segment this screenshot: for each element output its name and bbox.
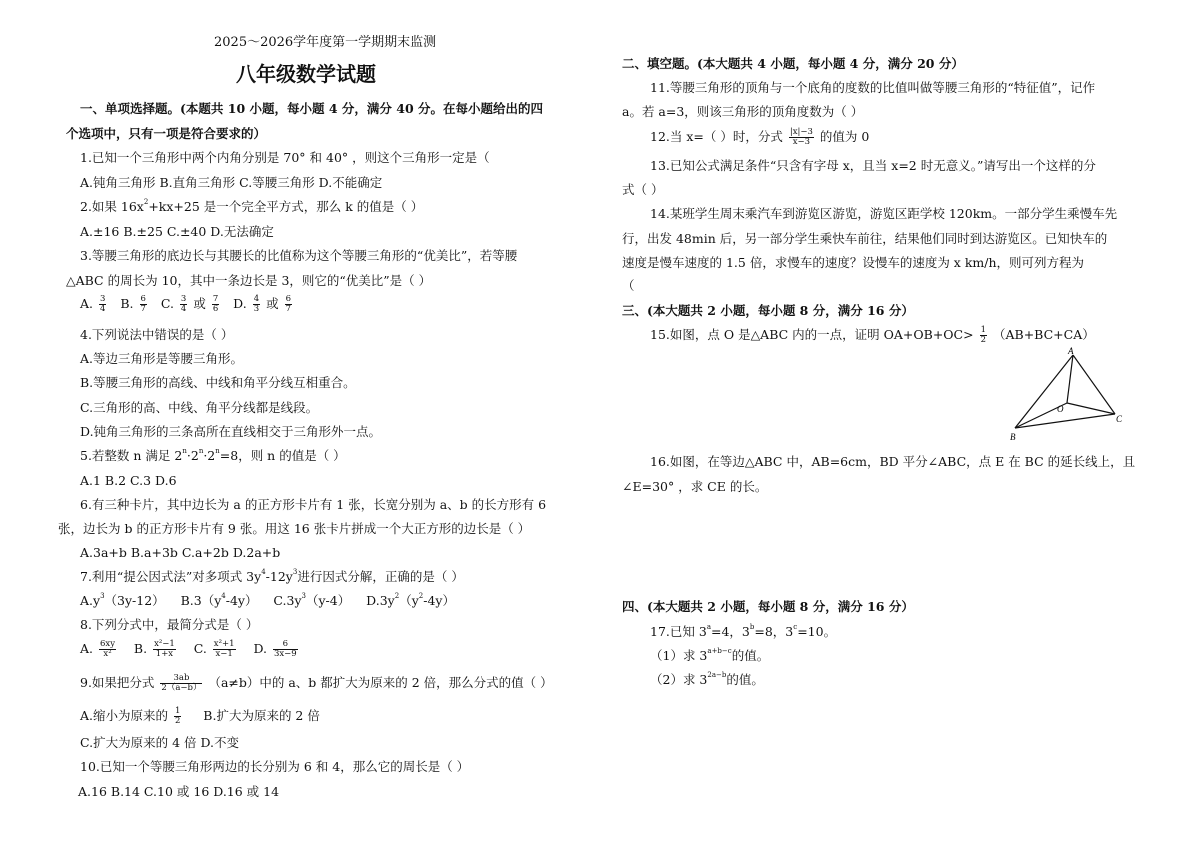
q15-fraction: $\frac{1}{2}$ <box>980 325 986 345</box>
q7-opt-b: B.3（y <box>180 593 222 608</box>
q8-opt-b-label: B. <box>133 640 148 656</box>
question-13-cont: 式（ ） <box>622 182 664 197</box>
q12-fraction: $\frac{|x|-3}{x-3}$ <box>789 127 813 147</box>
q3-opt-c-fraction-2: $\frac{7}{6}$ <box>212 294 219 314</box>
question-3-cont: △ABC 的周长为 10，其中一条边长是 3，则它的“优美比”是（ ） <box>66 273 432 288</box>
q17-1-exp: a+b−c <box>707 647 732 655</box>
q3-opt-d-label: D. <box>233 295 247 311</box>
question-5 <box>80 447 346 463</box>
q7-opt-a-rest: （3y-12） <box>104 593 165 608</box>
q17-2-text-a: （2）求 3 <box>650 672 708 687</box>
question-4: 4.下列说法中错误的是（ ） <box>80 327 234 342</box>
q17-exp-3: c <box>793 623 798 631</box>
question-1: 1.已知一个三角形中两个内角分别是 70° 和 40° ，则这个三角形一定是（ <box>80 150 490 165</box>
q5-text-d: =8，则 n 的值是（ ） <box>219 448 346 463</box>
q3-opt-c-label: C. <box>160 295 174 311</box>
label-c: C <box>1116 414 1123 424</box>
question-14-cont-2: 速度是慢车速度的 1.5 倍，求慢车的速度？设慢车的速度为 x km/h，则可列方程为 <box>622 255 1085 270</box>
question-1-options: A.钝角三角形 B.直角三角形 C.等腰三角形 D.不能确定 <box>80 175 383 190</box>
q7-opt-d: D.3y <box>366 593 395 608</box>
q12-text-a: 12.当 x=（ ）时，分式 <box>650 128 783 144</box>
q2-text-a: 2.如果 16x <box>80 199 144 214</box>
q3-opt-d-fraction-2: $\frac{6}{7}$ <box>285 294 292 314</box>
edge-ab <box>1015 355 1073 428</box>
q7-opt-b-exp: 4 <box>221 592 226 600</box>
q17-2-text-b: 的值。 <box>726 672 764 687</box>
q17-text-c: =8，3 <box>754 624 794 639</box>
q3-opt-d-or: 或 <box>266 295 279 311</box>
q7-exp-1: 4 <box>261 568 266 576</box>
question-16-cont: ∠E=30° ，求 CE 的长。 <box>622 479 768 494</box>
question-2-options: A.±16 B.±25 C.±40 D.无法确定 <box>80 224 274 239</box>
question-10: 10.已知一个等腰三角形两边的长分别为 6 和 4，那么它的周长是（ ） <box>80 759 470 774</box>
question-15 <box>650 326 1095 345</box>
q17-1-text-a: （1）求 3 <box>650 648 708 663</box>
section1-heading: 一、单项选择题。(本题共 10 小题，每小题 4 分，满分 40 分。在每小题给出的四 <box>80 101 544 116</box>
q7-opt-d-exp-2: 2 <box>418 592 424 600</box>
question-14: 14.某班学生周末乘汽车到游览区游览，游览区距学校 120km。一部分学生乘慢车先 <box>650 206 1118 221</box>
question-17-part-1 <box>650 647 770 663</box>
label-a: A <box>1068 346 1074 356</box>
q8-opt-a-label: A. <box>80 640 94 656</box>
question-9-options-ab <box>80 707 320 726</box>
q5-text-a: 5.若整数 n 满足 2 <box>80 448 183 463</box>
section3-heading: 三、(本大题共 2 小题，每小题 8 分，满分 16 分） <box>622 303 914 318</box>
q9-text-a: 9.如果把分式 <box>80 674 155 690</box>
question-8: 8.下列分式中，最简分式是（ ） <box>80 617 259 632</box>
q17-text-d: =10。 <box>797 624 837 639</box>
question-17-part-2 <box>650 671 764 687</box>
question-4-option-a: A.等边三角形是等腰三角形。 <box>80 351 244 366</box>
question-14-cont-3: （ <box>622 278 635 293</box>
q3-opt-c-fraction-1: $\frac{3}{4}$ <box>180 294 187 314</box>
q7-opt-a: A.y <box>80 593 101 608</box>
q17-exp-2: b <box>749 623 755 631</box>
q8-opt-d-label: D. <box>253 640 267 656</box>
question-9-options-cd: C.扩大为原来的 4 倍 D.不变 <box>80 735 240 750</box>
q9-text-b: （a≠b）中的 a、b 都扩大为原来的 2 倍，那么分式的值（ ） <box>208 674 553 690</box>
q5-exp-2: n <box>198 447 204 455</box>
q17-2-exp: 2a−b <box>707 671 727 679</box>
question-11-cont: a。若 a=3，则该三角形的顶角度数为（ ） <box>622 104 864 119</box>
question-6-cont: 张，边长为 b 的正方形卡片有 9 张。用这 16 张卡片拼成一个大正方形的边长是（ ） <box>58 521 531 536</box>
q8-opt-c-fraction: $\frac{\text{x²+1}}{x-1}$ <box>213 639 235 659</box>
question-3-options <box>80 295 294 314</box>
section1-heading-cont: 个选项中，只有一项是符合要求的） <box>66 126 267 141</box>
question-9 <box>80 674 553 693</box>
question-8-options <box>80 640 300 659</box>
question-7 <box>80 568 464 584</box>
question-10-options: A.16 B.14 C.10 或 16 D.16 或 14 <box>78 784 280 799</box>
q9-opt-a-fraction: $\frac{1}{2}$ <box>175 706 181 726</box>
q8-opt-b-fraction: $\frac{\text{x²−1}}{1+x}$ <box>154 639 175 659</box>
question-12 <box>650 128 869 147</box>
q7-text-b: -12y <box>265 569 293 584</box>
question-2 <box>80 198 424 214</box>
exam-name: 2025～2026学年度第一学期期末监测 <box>214 35 437 50</box>
question-11: 11.等腰三角形的顶角与一个底角的度数的比值叫做等腰三角形的“特征值”，记作 <box>650 80 1096 95</box>
q7-text-c: 进行因式分解，正确的是（ ） <box>297 569 464 584</box>
question-4-option-d: D.钝角三角形的三条高所在直线相交于三角形外一点。 <box>80 424 382 439</box>
q17-1-text-b: 的值。 <box>731 648 770 663</box>
q17-exp-1: a <box>706 623 711 631</box>
q15-text-a: 15.如图，点 O 是△ABC 内的一点，证明 OA+OB+OC> <box>650 326 974 342</box>
question-13: 13.已知公式满足条件“只含有字母 x，且当 x=2 时无意义。”请写出一个这样的分 <box>650 158 1096 173</box>
q5-exp-1: n <box>182 447 187 455</box>
q7-exp-2: 3 <box>292 568 298 576</box>
edge-ca <box>1073 355 1115 414</box>
q12-text-b: 的值为 0 <box>819 128 870 144</box>
q7-opt-c-exp: 3 <box>301 592 306 600</box>
question-14-cont-1: 行，出发 48min 后，另一部分学生乘快车前往，结果他们同时到达游览区。已知快车的 <box>622 231 1108 246</box>
page-title: 八年级数学试题 <box>236 62 376 86</box>
q5-text-b: ·2 <box>186 448 199 463</box>
q3-opt-c-or: 或 <box>193 295 206 311</box>
question-7-options <box>80 592 455 608</box>
q9-fraction: $\frac{3ab}{2(a-b)}$ <box>161 673 202 693</box>
q15-text-b: （AB+BC+CA） <box>992 326 1095 342</box>
q9-opt-a: A.缩小为原来的 <box>80 707 169 723</box>
question-4-option-b: B.等腰三角形的高线、中线和角平分线互相重合。 <box>80 375 356 390</box>
q9-opt-b: B.扩大为原来的 2 倍 <box>203 707 320 723</box>
section4-heading: 四、(本大题共 2 小题，每小题 8 分，满分 16 分） <box>622 599 914 614</box>
q8-opt-a-fraction: $\frac{6xy}{\text{x²}}$ <box>100 639 116 659</box>
q3-opt-b-label: B. <box>120 295 134 311</box>
question-6: 6.有三种卡片，其中边长为 a 的正方形卡片有 1 张，长宽分别为 a、b 的长方形有 6 <box>80 497 547 512</box>
question-4-option-c: C.三角形的高、中线、角平分线都是线段。 <box>80 400 319 415</box>
q3-opt-a-label: A. <box>80 295 94 311</box>
q7-text-a: 7.利用“提公因式法”对多项式 3y <box>80 569 262 584</box>
q17-text-b: =4，3 <box>711 624 750 639</box>
q7-opt-d-exp: 2 <box>394 592 400 600</box>
question-5-options: A.1 B.2 C.3 D.6 <box>80 473 177 488</box>
q3-opt-a-fraction: $\frac{3}{4}$ <box>100 294 106 314</box>
label-b: B <box>1010 432 1016 442</box>
q2-exp: 2 <box>143 198 149 206</box>
q8-opt-d-fraction: $\frac{6}{3x-9}$ <box>273 639 297 659</box>
q2-text-b: +kx+25 是一个完全平方式，那么 k 的值是（ ） <box>148 199 424 214</box>
q7-opt-d-end: -4y） <box>423 593 455 608</box>
question-6-options: A.3a+b B.a+3b C.a+2b D.2a+b <box>80 545 281 560</box>
q3-opt-d-fraction-1: $\frac{4}{3}$ <box>253 294 260 314</box>
q3-opt-b-fraction: $\frac{6}{7}$ <box>140 294 146 314</box>
q7-opt-d-rest: （y <box>399 593 419 608</box>
q5-exp-3: n <box>215 447 220 455</box>
q7-opt-c-rest: （y-4） <box>305 593 351 608</box>
triangle-figure <box>1005 345 1125 445</box>
q8-opt-c-label: C. <box>193 640 207 656</box>
q17-text-a: 17.已知 3 <box>650 624 707 639</box>
question-17 <box>650 623 837 639</box>
q5-text-c: ·2 <box>203 448 216 463</box>
question-16: 16.如图，在等边△ABC 中，AB=6cm，BD 平分∠ABC，点 E 在 BC 的延长线上，且 <box>650 454 1136 469</box>
question-3: 3.等腰三角形的底边长与其腰长的比值称为这个等腰三角形的“优美比”，若等腰 <box>80 248 518 263</box>
q7-opt-c: C.3y <box>273 593 302 608</box>
section2-heading: 二、填空题。(本大题共 4 小题，每小题 4 分，满分 20 分） <box>622 56 964 71</box>
label-o: O <box>1057 404 1064 414</box>
q7-opt-a-exp: 3 <box>100 592 105 600</box>
q7-opt-b-rest: -4y） <box>225 593 258 608</box>
